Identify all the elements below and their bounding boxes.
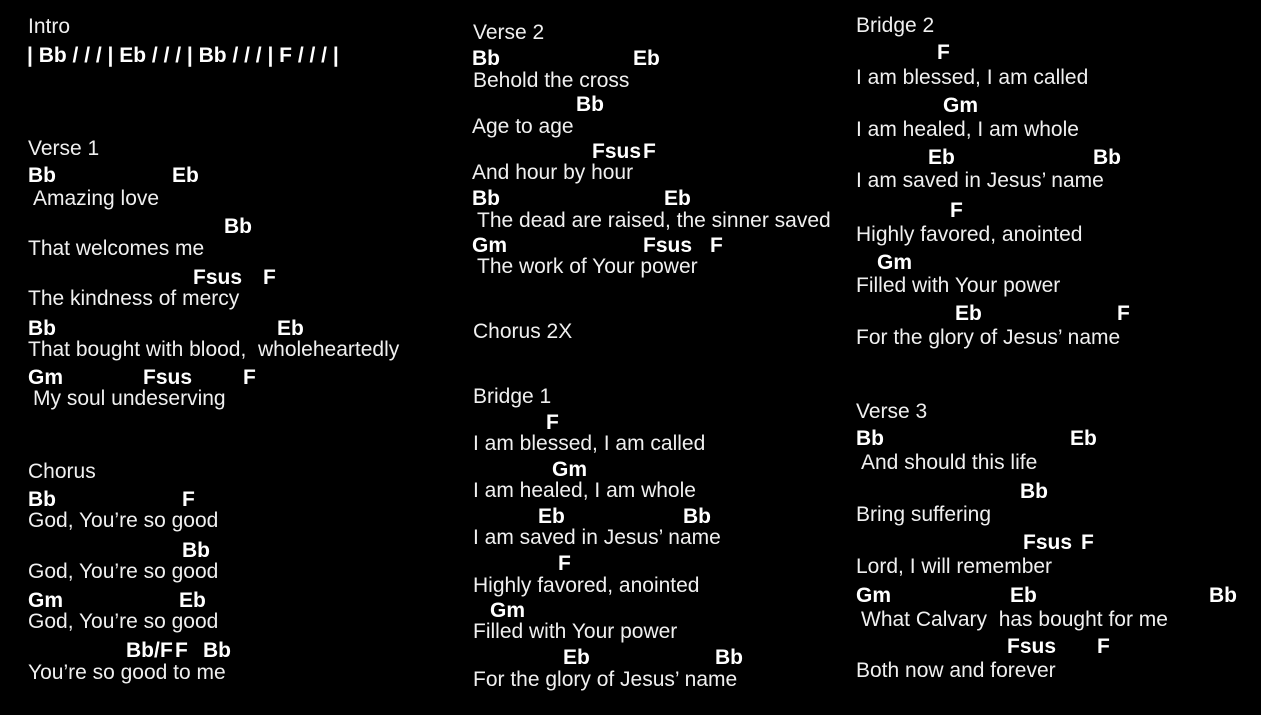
lyric-line: I am blessed, I am called — [473, 432, 706, 455]
chord: F — [643, 140, 656, 163]
chord: Fsus — [592, 140, 642, 163]
chord-line — [0, 530, 1261, 556]
lyric-line: Both now and forever — [856, 659, 1056, 682]
section-heading: Chorus — [28, 460, 96, 483]
chord: Gm — [943, 94, 979, 117]
chord: Bb/ — [126, 639, 160, 662]
chord: Bb — [203, 639, 231, 662]
chord: Gm — [28, 366, 64, 389]
lyric-line: The work of Your power — [477, 255, 698, 278]
chord-line — [0, 583, 1261, 609]
chord: Fsus — [1023, 531, 1073, 554]
chord: F — [243, 366, 256, 389]
lyric-line: You’re so good to me — [28, 661, 226, 684]
chord: Eb — [277, 317, 304, 340]
chord: Bb — [28, 164, 56, 187]
section-heading: Bridge 1 — [473, 385, 552, 408]
chord: Bb — [472, 187, 500, 210]
section-heading: Verse 1 — [28, 137, 100, 160]
lyric-line: Behold the cross — [473, 69, 630, 92]
lyric-line: I am blessed, I am called — [856, 66, 1089, 89]
chord: Eb — [1070, 427, 1097, 450]
lyric-line: Amazing love — [33, 187, 160, 210]
chord: F — [937, 41, 950, 64]
chord: F — [710, 234, 723, 257]
lyric-line: Highly favored, anointed — [473, 574, 700, 597]
chord: Eb — [928, 146, 955, 169]
lyric-line: And should this life — [861, 451, 1038, 474]
section-heading: Verse 3 — [856, 400, 928, 423]
chord: F — [175, 639, 188, 662]
chord: Bb — [182, 539, 210, 562]
chord: F — [950, 199, 963, 222]
chord: F — [558, 552, 571, 575]
chord: Fsus — [143, 366, 193, 389]
chord: Bb — [472, 47, 500, 70]
lyric-line: God, You’re so good — [28, 509, 219, 532]
chord: Eb — [563, 646, 590, 669]
chord: F — [1081, 531, 1094, 554]
chord-line — [0, 479, 1261, 505]
chord-line — [0, 40, 1261, 66]
lyric-line: For the glory of Jesus’ name — [856, 326, 1121, 349]
chord: Bb — [576, 93, 604, 116]
lyric-line: Highly favored, anointed — [856, 223, 1083, 246]
chord: | Bb / / / | Eb / / / | Bb / / / | F / / / | — [27, 44, 339, 67]
chord: Fsus — [1007, 635, 1057, 658]
chord: Gm — [856, 584, 892, 607]
chord: Bb — [1209, 584, 1237, 607]
chord: Gm — [552, 458, 588, 481]
chord-line — [0, 634, 1261, 660]
chord: Eb — [955, 302, 982, 325]
chord: Eb — [664, 187, 691, 210]
chord: Bb — [28, 488, 56, 511]
section-heading: Intro — [28, 15, 71, 38]
chord: Eb — [1010, 584, 1037, 607]
section-heading: Chorus 2X — [473, 320, 573, 343]
lyric-line: The dead are raised, the sinner saved — [477, 209, 831, 232]
chord: Bb — [683, 505, 711, 528]
chord: F — [263, 266, 276, 289]
chord: Bb — [224, 215, 252, 238]
chord: Eb — [179, 589, 206, 612]
chord: Bb — [28, 317, 56, 340]
chord: F — [1117, 302, 1130, 325]
lyric-line: Bring suffering — [856, 503, 992, 526]
lyric-line: That bought with blood, wholeheartedly — [28, 338, 400, 361]
lyric-line: God, You’re so good — [28, 610, 219, 633]
chord: Eb — [538, 505, 565, 528]
chord: Eb — [172, 164, 199, 187]
chord: F — [182, 488, 195, 511]
chord: Bb — [1093, 146, 1121, 169]
lyric-line: Age to age — [472, 115, 574, 138]
lyric-line: I am healed, I am whole — [856, 118, 1079, 141]
lyric-line: For the glory of Jesus’ name — [473, 668, 738, 691]
section-heading: Bridge 2 — [856, 14, 935, 37]
lyric-line: I am healed, I am whole — [473, 479, 696, 502]
chord: Gm — [490, 599, 526, 622]
chord: Fsus — [193, 266, 243, 289]
lyric-line: The kindness of mercy — [28, 287, 240, 310]
lyric-line: And hour by hour — [472, 161, 634, 184]
lyric-line: Filled with Your power — [473, 620, 678, 643]
chord: F — [1097, 635, 1110, 658]
lyric-line: Filled with Your power — [856, 274, 1061, 297]
lyric-line: Lord, I will remember — [856, 555, 1053, 578]
chord-line — [0, 93, 1261, 119]
chord-line — [0, 426, 1261, 452]
chord-line — [0, 301, 1261, 327]
chord: Fsus — [643, 234, 693, 257]
section-heading: Verse 2 — [473, 21, 545, 44]
chord: Gm — [877, 251, 913, 274]
lyric-line: That welcomes me — [28, 237, 205, 260]
chord-line — [0, 250, 1261, 276]
chord: Eb — [633, 47, 660, 70]
lyric-line: God, You’re so good — [28, 560, 219, 583]
chord-line — [0, 198, 1261, 224]
chord: F — [160, 639, 173, 662]
chord: F — [546, 411, 559, 434]
lyric-line: What Calvary has bought for me — [861, 608, 1168, 631]
lyric-line: I am saved in Jesus’ name — [856, 169, 1104, 192]
chord: Bb — [1020, 480, 1048, 503]
chord: Gm — [472, 234, 508, 257]
chord: Bb — [715, 646, 743, 669]
lyric-line: I am saved in Jesus’ name — [473, 526, 721, 549]
chord: Gm — [28, 589, 64, 612]
lyric-line: My soul undeserving — [33, 387, 226, 410]
chord: Bb — [856, 427, 884, 450]
